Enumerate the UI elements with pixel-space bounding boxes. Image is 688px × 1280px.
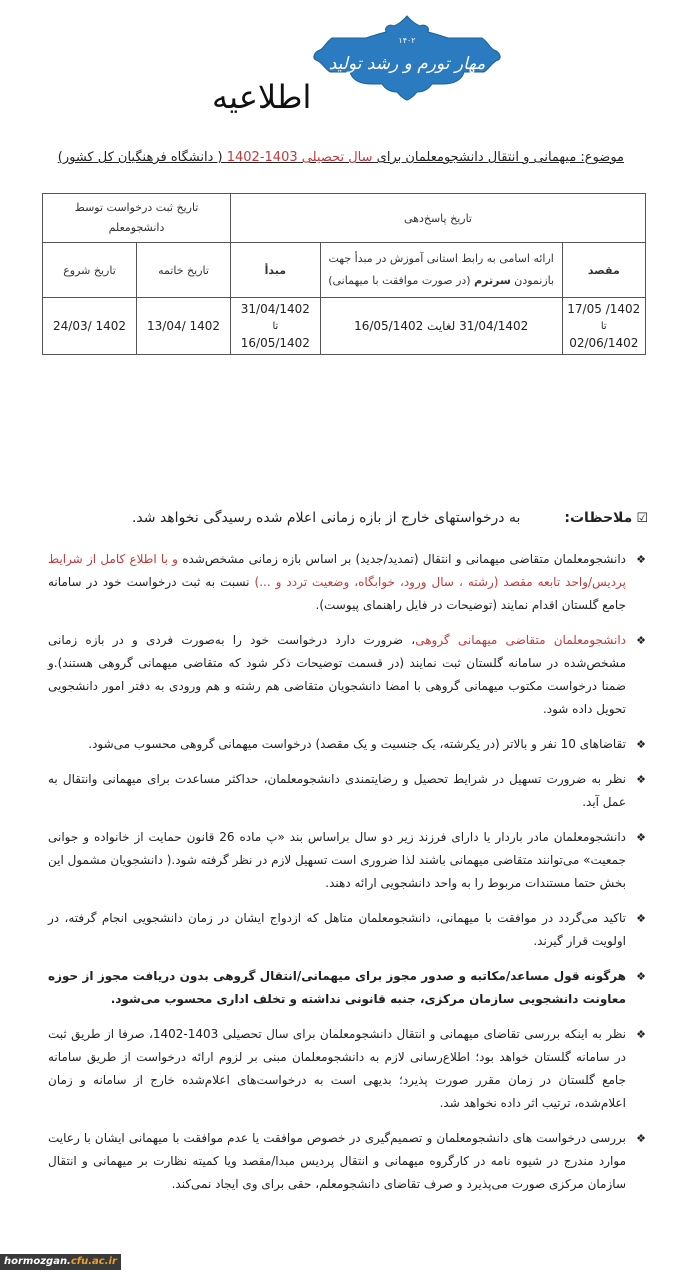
origin-from: 31/04/1402 [240,301,310,316]
watermark-domain: cfu.ac.ir [70,1256,117,1267]
col-origin: مبدأ [231,243,321,298]
diamond-bullet-icon: ❖ [636,773,646,786]
col-end-date: تاریخ خاتمه [137,243,231,298]
diamond-bullet-icon: ❖ [636,912,646,925]
remarks-text: به درخواستهای خارج از بازه زمانی اعلام شده رسیدگی نخواهد شد. [131,510,521,526]
site-watermark [0,1254,121,1270]
col-destination: مقصد [562,243,645,298]
subject-suffix: ( دانشگاه فرهنگیان کل کشور) [57,150,227,165]
note-item [48,965,646,1011]
note-text: تقاضاهای 10 نفر و بالاتر (در یکرشته، یک جنسیت و یک مقصد) درخواست میهمانی گروهی محسوب می‌شود. [88,737,626,751]
note-highlight-text: دانشجومعلمان متقاضی میهمانی گروهی [415,633,626,647]
note-highlight-text: و با اطلاع کامل از شرایط پردیس/واحد تابعه مقصد (رشته ، سال ورود، خوابگاه، وضعیت تردد و ...) [48,552,626,589]
col-names-submission [320,243,562,298]
cell-end-date: 1402 /13/04 [137,298,231,355]
note-text: نسبت به ثبت درخواست خود در سامانه جامع گلستان اقدام نمایند (توضیحات در فایل راهنمای پیوست). [48,575,626,612]
cell-names-submission: 31/04/1402 لغایت 16/05/1402 [320,298,562,355]
notes-list [48,548,646,1208]
origin-to-label: تا [272,320,279,332]
destination-to: 02/06/1402 [569,335,639,350]
diamond-bullet-icon: ❖ [636,1132,646,1145]
destination-to-label: تا [600,320,607,332]
col-names-submission-suffix: (در صورت موافقت با میهمانی) [328,274,475,287]
page-title: اطلاعیه [212,78,312,116]
diamond-bullet-icon: ❖ [636,738,646,751]
note-text: نظر به اینکه بررسی تقاضای میهمانی و انتقال دانشجومعلمان برای سال تحصیلی 1403-1402، صرفا از طریق ثبت در سامانه گلستان خواهد بود؛ اطلاع‌رسانی لازم به دانشجومعلمان مبنی بر لزوم ارائه درخواست از طریق سامانه جامع گلستان در زمان مقرر صورت پذیرد؛ بدیهی است به درخواست‌های اعلام‌شده خارج از سامانه و زمان اعلام‌شده، ترتیب اثر داده نخواهد شد. [48,1027,627,1110]
note-text: نظر به ضرورت تسهیل در شرایط تحصیل و رضایتمندی دانشجومعلمان، حداکثر مساعدت برای میهمانی وانتقال به عمل آید. [48,772,626,809]
slogan-logo [312,14,502,102]
subject-academic-year: سال تحصیلی 1403-1402 [226,150,373,165]
cell-destination [562,298,645,355]
note-text: تاکید می‌گردد در موافقت با میهمانی، دانشجومعلمان متاهل که ازدواج ایشان در زمان دانشجویی انجام گرفته، در اولویت قرار گیرند. [48,911,626,948]
remarks-label: ملاحظات: [564,510,633,526]
cell-origin [231,298,321,355]
diamond-bullet-icon: ❖ [636,970,646,983]
diamond-bullet-icon: ❖ [636,634,646,647]
note-item [48,826,646,895]
logo-year: ۱۴۰۲ [398,36,416,45]
note-item [48,907,646,953]
col-names-submission-bold: سرترم [474,274,511,287]
note-text: دانشجومعلمان مادر باردار یا دارای فرزند زیر دو سال براساس بند «پ ماده 26 قانون حمایت از خانواده و جوانی جمعیت» می‌توانند متقاضی میهمانی باشند لذا ضروری است تسهیل لازم در نظر گرفته شود.( دانشجویان مشمول این بخش حتما مستندات مربوط را به واحد دانشجویی ارائه دهند. [48,830,627,890]
note-item [48,629,646,721]
diamond-bullet-icon: ❖ [636,831,646,844]
note-text: ، ضرورت دارد درخواست خود را به‌صورت فردی و در بازه زمانی مشخص‌شده در سامانه گلستان ثبت نمایند (در قسمت توضیحات ذکر شود که متقاضی میهمانی گروهی هستند).و ضمنا درخواست مکتوب میهمانی گروهی با امضا دانشجویان متقاضی هم رشته و هم ورودی به دفتر امور دانشجویی تحویل داده شود. [48,633,626,716]
logo-slogan: مهار تورم و رشد تولید [328,54,486,74]
watermark-host: hormozgan. [4,1256,71,1267]
destination-from: 1402/ 17/05 [567,301,641,316]
note-text: بررسی درخواست های دانشجومعلمان و تصمیم‌گیری در خصوص موافقت یا عدم موافقت با میهمانی ایشان با رعایت موارد مندرج در شیوه نامه در کارگروه میهمانی و انتقال پردیس مبدا/مقصد ویا کمیته نظارت بر میهمانی و انتقال سازمان مرکزی صورت می‌پذیرد و صرف تقاضای دانشجومعلم، حقی برای وی ایجاد نمی‌کند. [48,1131,626,1191]
note-item [48,733,646,756]
table-row [43,298,646,355]
remarks-line [28,510,648,526]
registration-date-header: تاریخ ثبت درخواست توسط دانشجومعلم [43,194,231,243]
table-group-header-row [43,194,646,243]
checkbox-icon: ☑ [636,511,648,526]
note-item [48,548,646,617]
note-text: دانشجومعلمان متقاضی میهمانی و انتقال (تمدید/جدید) بر اساس بازه زمانی مشخص‌شده [177,552,627,566]
note-item [48,1023,646,1115]
diamond-bullet-icon: ❖ [636,553,646,566]
diamond-bullet-icon: ❖ [636,1028,646,1041]
table-column-header-row [43,243,646,298]
col-names-submission-text: ارائه اسامی به رابط استانی آموزش در مبدأ جهت بازنمودن [328,252,555,287]
schedule-table [42,193,646,355]
note-text: هرگونه قول مساعد/مکاتبه و صدور مجوز برای میهمانی/انتقال گروهی بدون دریافت مجوز از حوزه معاونت دانشجویی سازمان مرکزی، جنبه قانونی نداشته و تخلف اداری محسوب می‌شود. [48,969,626,1006]
response-date-header: تاریخ پاسخ‌دهی [231,194,646,243]
subject-prefix: موضوع: میهمانی و انتقال دانشجومعلمان برای [372,150,624,165]
origin-to: 16/05/1402 [240,335,310,350]
col-start-date: تاریخ شروع [43,243,137,298]
note-item [48,768,646,814]
subject-line [57,150,624,165]
note-item [48,1127,646,1196]
cell-start-date: 1402 /24/03 [43,298,137,355]
